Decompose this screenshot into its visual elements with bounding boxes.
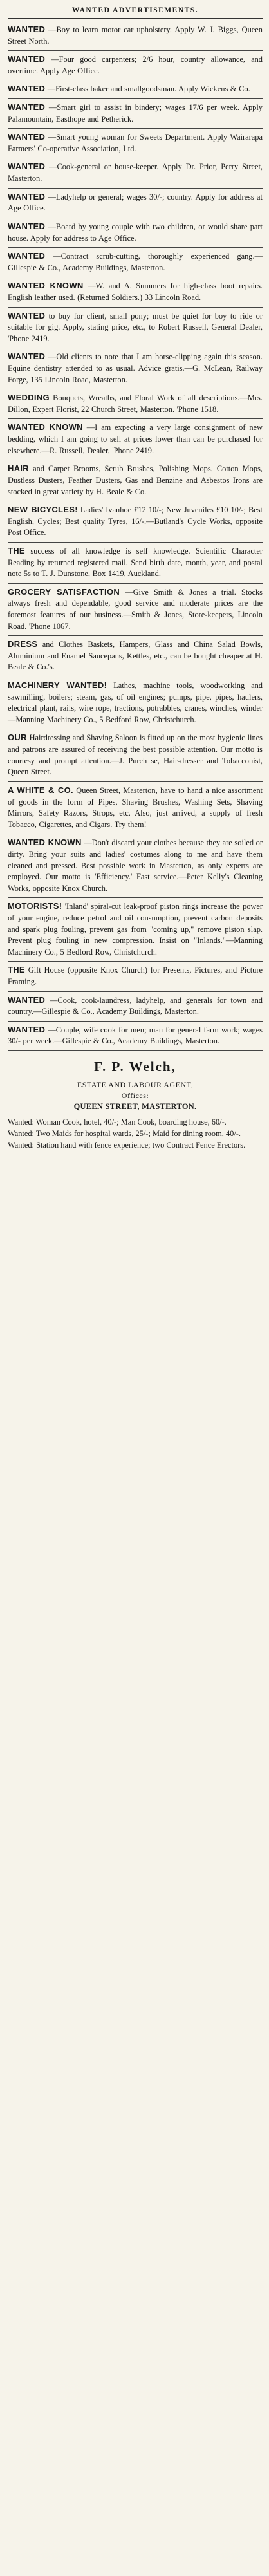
ad-text: Queen Street, Masterton, have to hand a nice assortment of goods in the form of Pipes, Shaving Brushes, Washing Sets, Shaving Mirrors, Safety Razors, Strops, etc. Also, just arrived, a supply of fresh Tobacco, Cigarettes, and Cigars. Try them! bbox=[8, 785, 263, 829]
ad-lead-word: THE bbox=[8, 545, 25, 555]
ad-text: —Smart young woman for Sweets Department. Apply Wairarapa Farmers' Co-operative Association, Ltd. bbox=[8, 133, 263, 153]
ad-text: —Old clients to note that I am horse-clipping again this season. Equine dentistry attended to as usual. Advice gratis.—G. McLean, Railway Forge, 135 Lincoln Road, Masterton. bbox=[8, 352, 263, 384]
classified-ad bbox=[8, 543, 263, 584]
ad-lead-word: WANTED bbox=[8, 994, 46, 1005]
ad-text: —Give Smith & Jones a trial. Stocks always fresh and dependable, good service and moderate prices are the foremost features of our business.—Smith & Jones, Store-keepers, Lincoln Road. 'Phone 1067. bbox=[8, 587, 263, 631]
ad-text: —Ladyhelp or general; wages 30/-; country. Apply for address at Age Office. bbox=[8, 192, 263, 213]
welch-wanted-list bbox=[8, 1115, 263, 1153]
ad-text: and Carpet Brooms, Scrub Brushes, Polishing Mops, Cotton Mops, Dustless Dusters, Feather Dusters, Gas and Benzine and Asbestos Irons are stocked in great variety by H. Beale & Co. bbox=[8, 464, 263, 496]
agent-name: F. P. Welch, bbox=[94, 1059, 176, 1075]
ad-lead-word: WANTED bbox=[8, 162, 46, 172]
ad-text: and Clothes Baskets, Hampers, Glass and China Salad Bowls, Aluminium and Enamel Saucepans, Kettles, etc., can be bought cheaper at H. Beale & Co.'s. bbox=[8, 640, 263, 672]
classified-ad bbox=[8, 129, 263, 158]
ad-text: Bouquets, Wreaths, and Floral Work of all descriptions.—Mrs. Dillon, Expert Florist, 22 Church Street, Masterton. 'Phone 1518. bbox=[8, 393, 263, 414]
classified-ad bbox=[8, 218, 263, 248]
ad-lead-word: OUR bbox=[8, 733, 27, 743]
classified-ad bbox=[8, 1022, 263, 1051]
classified-ad bbox=[8, 158, 263, 188]
ad-text: Lathes, machine tools, woodworking and sawmilling, boilers; steam, gas, of oil engines; pumps, pipe, pipes, haulers, electrical plant, rails, wire rope, tractions, potrabbles, cranes, winches, winder—Manning Machinery Co., 5 Bedford Row, Christchurch. bbox=[8, 681, 263, 724]
classified-ad bbox=[8, 277, 263, 307]
ad-lead-word: THE bbox=[8, 965, 25, 975]
classified-ad bbox=[8, 80, 263, 99]
ad-text: —Cook, cook-laundress, ladyhelp, and generals for town and country.—Gillespie & Co., Academy Buildings, Masterton. bbox=[8, 995, 263, 1016]
ad-lead-word: MACHINERY WANTED! bbox=[8, 680, 107, 691]
welch-advertisement bbox=[8, 1051, 263, 1115]
ad-text: success of all knowledge is self knowledge. Scientific Character Reading by returned registered mail. Send birth date, month, year, and postal note 5s to T. J. Dunstone, Box 1419, Auckland. bbox=[8, 546, 263, 579]
ad-text: 'Inland' spiral-cut leak-proof piston rings increase the power of your engine, reduce petrol and oil consumption, prevent carbon deposits and spark plug fouling, prevent gas from "coming up," remove piston slap. Prevent plug fouling in new compression. Insist on "Inlands."—Manning Machinery Co., 5 Bedford Row, Christchurch. bbox=[8, 902, 263, 957]
classified-ad bbox=[8, 898, 263, 962]
ad-lead-word: WANTED bbox=[8, 1024, 46, 1034]
ad-lead-word: WEDDING bbox=[8, 393, 50, 403]
ad-lead-word: WANTED bbox=[8, 221, 46, 231]
ad-lead-word: WANTED bbox=[8, 24, 46, 34]
ad-text: —Don't discard your clothes because they are soiled or dirty. Bring your suits and ladies' costumes along to me and have them cleaned and pressed. Best possible work in Masterton, as only experts are employed. Our motto is 'Efficiency.' Fast service.—Peter Kelly's Cleaning Works, opposite Knox Church. bbox=[8, 838, 263, 893]
section-header: WANTED ADVERTISEMENTS. bbox=[8, 4, 263, 19]
classified-ad bbox=[8, 189, 263, 218]
ad-text: Hairdressing and Shaving Saloon is fitted up on the most hygienic lines and patrons are assured of receiving the best possible attention. Our motto is courtesy and prompt attention.—J. Purch se, Hair-dresser and Tobacconist, Queen Street. bbox=[8, 733, 263, 777]
ad-lead-word: WANTED KNOWN bbox=[8, 281, 84, 291]
ads-column bbox=[8, 21, 263, 1051]
classified-ad bbox=[8, 460, 263, 501]
classified-ad bbox=[8, 992, 263, 1022]
ad-lead-word: WANTED bbox=[8, 132, 46, 142]
ad-lead-word: DRESS bbox=[8, 639, 38, 649]
classified-ad bbox=[8, 99, 263, 129]
ad-lead-word: WANTED bbox=[8, 191, 46, 201]
ad-lead-word: WANTED bbox=[8, 84, 46, 94]
ad-text: to buy for client, small pony; must be quiet for boy to ride or suitable for gig. Apply, stating price, etc., to Robert Russell, General Dealer, 'Phone 2419. bbox=[8, 311, 263, 343]
classified-ad bbox=[8, 636, 263, 677]
classified-ad bbox=[8, 348, 263, 389]
classified-ad bbox=[8, 584, 263, 636]
classified-ad bbox=[8, 248, 263, 277]
ad-lead-word: A WHITE & CO. bbox=[8, 785, 73, 795]
ad-lead-word: MOTORISTS! bbox=[8, 901, 62, 911]
ad-lead-word: NEW BICYCLES! bbox=[8, 505, 78, 515]
ad-text: —I am expecting a very large consignment of new bedding, which I am going to sell at prices lower than can be purchased for elsewhere.—R. Russell, Dealer, 'Phone 2419. bbox=[8, 423, 263, 455]
ad-text: Ladies' Ivanhoe £12 10/-; New Juveniles £10 10/-; Best English, Cycles; Best quality Tyres, 16/-.—Butland's Cycle Works, opposite Post Office. bbox=[8, 505, 263, 537]
classified-ad bbox=[8, 729, 263, 781]
classified-ad bbox=[8, 419, 263, 460]
classified-ad bbox=[8, 677, 263, 729]
ad-text: —Boy to learn motor car upholstery. Apply W. J. Biggs, Queen Street North. bbox=[8, 25, 263, 46]
welch-wanted-item: Wanted: Woman Cook, hotel, 40/-; Man Cook, boarding house, 60/-. bbox=[8, 1117, 227, 1127]
ad-text: —Smart girl to assist in bindery; wages 17/6 per week. Apply Palamountain, Easthope and Petherick. bbox=[8, 103, 263, 124]
agent-subtitle: ESTATE AND LABOUR AGENT, bbox=[77, 1079, 194, 1089]
ad-lead-word: WANTED bbox=[8, 251, 46, 261]
ad-text: —Contract scrub-cutting, thoroughly experienced gang.—Gillespie & Co., Academy Buildings, Masterton. bbox=[8, 252, 263, 272]
classified-ad bbox=[8, 51, 263, 80]
ad-lead-word: HAIR bbox=[8, 463, 29, 474]
ad-lead-word: GROCERY SATISFACTION bbox=[8, 586, 120, 597]
ad-lead-word: WANTED bbox=[8, 102, 46, 113]
ad-text: —Couple, wife cook for men; man for general farm work; wages 30/- per week.—Gillespie & Co., Academy Buildings, Masterton. bbox=[8, 1025, 263, 1046]
ad-lead-word: WANTED bbox=[8, 54, 46, 64]
classified-ad bbox=[8, 308, 263, 349]
ad-text: —Cook-general or house-keeper. Apply Dr. Prior, Perry Street, Masterton. bbox=[8, 162, 263, 183]
ad-text: —Board by young couple with two children, or would share part house. Apply for address to Age Office. bbox=[8, 221, 263, 243]
ad-text: —First-class baker and smallgoodsman. Apply Wickens & Co. bbox=[47, 84, 250, 94]
classified-ad bbox=[8, 782, 263, 834]
welch-wanted-item: Wanted: Station hand with fence experience; two Contract Fence Erectors. bbox=[8, 1140, 246, 1150]
ad-lead-word: WANTED KNOWN bbox=[8, 837, 82, 848]
ad-lead-word: WANTED KNOWN bbox=[8, 422, 83, 433]
classified-ad bbox=[8, 501, 263, 543]
classified-ad bbox=[8, 389, 263, 419]
classified-ad bbox=[8, 962, 263, 991]
classified-ad bbox=[8, 21, 263, 51]
ad-lead-word: WANTED bbox=[8, 351, 46, 362]
classified-ad bbox=[8, 834, 263, 898]
ad-lead-word: WANTED bbox=[8, 310, 46, 321]
offices-label: Offices: bbox=[121, 1090, 149, 1100]
welch-wanted-item: Wanted: Two Maids for hospital wards, 25/-; Maid for dining room, 40/-. bbox=[8, 1128, 241, 1138]
ad-text: —Four good carpenters; 2/6 hour, country allowance, and overtime. Apply Age Office. bbox=[8, 55, 263, 75]
agent-address: QUEEN STREET, MASTERTON. bbox=[73, 1102, 197, 1112]
ad-text: Gift House (opposite Knox Church) for Presents, Pictures, and Picture Framing. bbox=[8, 966, 263, 987]
ad-text: —W. and A. Summers for high-class boot repairs. English leather used. (Returned Soldiers.) 33 Lincoln Road. bbox=[8, 281, 263, 302]
